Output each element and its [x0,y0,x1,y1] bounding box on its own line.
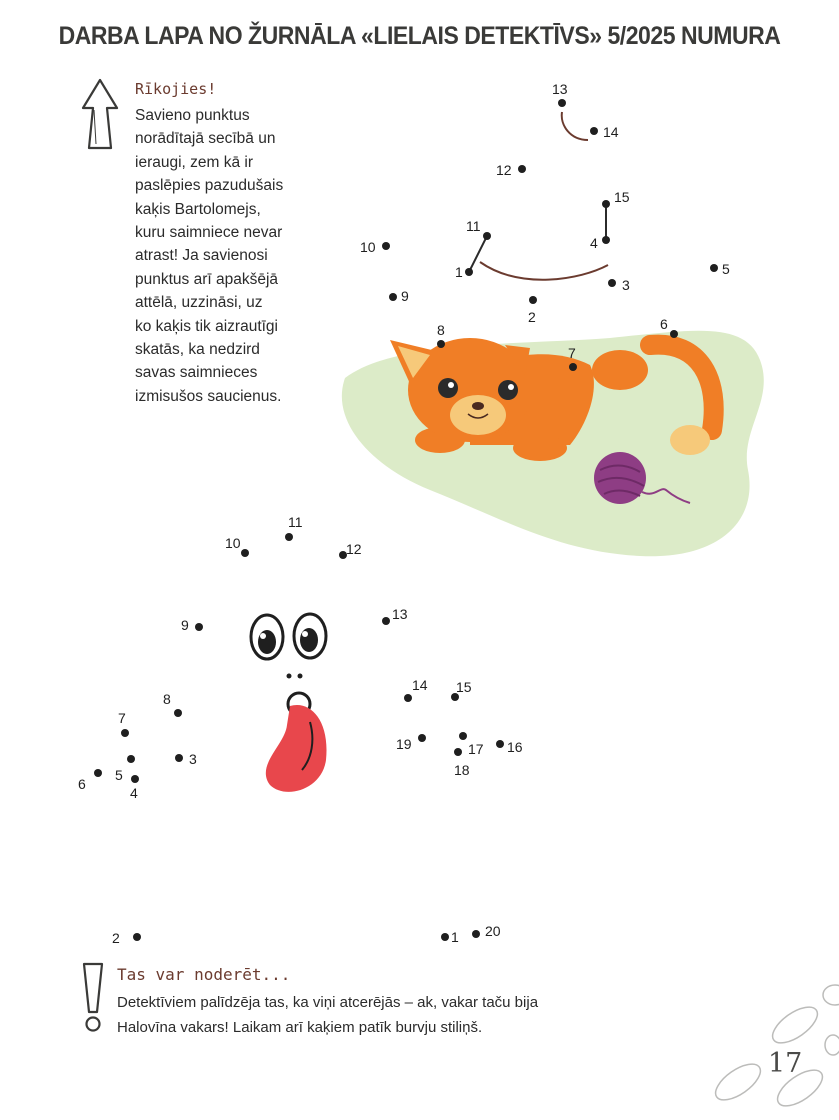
puzzle1-connector-1-11 [469,236,487,272]
puzzle2-dot-13[interactable] [382,617,390,625]
task-line: ieraugi, zem kā ir [135,153,254,171]
task-line: kuru saimniece nevar [135,224,283,242]
puzzle1-label-6: 6 [660,316,668,332]
puzzle1-label-13: 13 [552,81,568,97]
puzzle2-label-11: 11 [288,514,303,530]
task-line: attēlā, uzzināsi, uz [135,294,263,312]
page-title: DARBA LAPA NO ŽURNĀLA «LIELAIS DETEKTĪVS» 5/2025 NUMURA [58,22,781,50]
puzzle2-label-2: 2 [112,930,120,946]
puzzle2-dot-14[interactable] [404,694,412,702]
puzzle1-label-4: 4 [590,235,598,251]
puzzle2-label-15: 15 [456,679,472,695]
puzzle1-dot-11[interactable] [483,232,491,240]
puzzle2-label-1: 1 [451,929,459,945]
puzzle2-dot-17[interactable] [459,732,467,740]
puzzle1-dots [360,81,730,371]
puzzle2-label-4: 4 [130,785,138,801]
cat-back-paw [592,350,648,390]
puzzle2-dot-8[interactable] [174,709,182,717]
puzzle1-label-10: 10 [360,239,376,255]
puzzle2-dot-2[interactable] [133,933,141,941]
task-line: ko kaķis tik aizrautīgi [135,317,278,335]
puzzle2-label-9: 9 [181,617,189,633]
puzzle1-label-11: 11 [466,218,481,234]
task-line: norādītajā secībā un [135,130,276,148]
puzzle2-label-18: 18 [454,762,470,778]
puzzle1-label-1: 1 [455,264,463,280]
puzzle1-dot-1[interactable] [465,268,473,276]
puzzle1-label-2: 2 [528,309,536,325]
puzzle2-label-8: 8 [163,691,171,707]
puzzle2-face [251,614,327,792]
cat-muzzle [450,395,506,435]
puzzle1-dot-15[interactable] [602,200,610,208]
puzzle2-dot-7[interactable] [121,729,129,737]
puzzle1-label-8: 8 [437,322,445,338]
puzzle2-label-14: 14 [412,677,428,693]
exclamation-icon [80,962,106,1034]
puzzle1-label-7: 7 [568,345,576,361]
puzzle1-dot-8[interactable] [437,340,445,348]
puzzle2-dot-6[interactable] [94,769,102,777]
puzzle1-dot-10[interactable] [382,242,390,250]
task-line: paslēpies pazudušais [135,177,284,195]
face-tongue [266,705,327,792]
puzzle1-dot-5[interactable] [710,264,718,272]
puzzle2-label-20: 20 [485,923,501,939]
task-line: atrast! Ja savienosi [135,247,268,265]
puzzle1-connector-curve [480,262,608,280]
task-line: punktus arī apakšējā [135,270,279,288]
puzzle1-dot-13[interactable] [558,99,566,107]
cat-eye-left [438,378,458,398]
task-line: skatās, ka nedzird [135,341,260,359]
puzzle2-dot-18[interactable] [454,748,462,756]
puzzle2-dot-20[interactable] [472,930,480,938]
hint-line: Halovīna vakars! Laikam arī kaķiem patīk burvju stiliņš. [117,1019,483,1036]
puzzle1-dot-6[interactable] [670,330,678,338]
puzzle1-dot-4[interactable] [602,236,610,244]
task-line: izmisušos saucienus. [135,387,282,405]
puzzle2-dot-19[interactable] [418,734,426,742]
puzzle1-dot-7[interactable] [569,363,577,371]
cat-eye-right [498,380,518,400]
task-heading: Rīkojies! [135,80,217,98]
hint-text [117,990,587,1040]
puzzle2-label-6: 6 [78,776,86,792]
puzzle1-dot-12[interactable] [518,165,526,173]
cat-nose [472,402,484,410]
puzzle1-label-5: 5 [722,261,730,277]
puzzle1-label-12: 12 [496,162,512,178]
puzzle2-label-16: 16 [507,739,523,755]
puzzle2-label-3: 3 [189,751,197,767]
cat-front-paw-right [513,435,567,461]
puzzle1-label-14: 14 [603,124,619,140]
puzzle1-dot-9[interactable] [389,293,397,301]
puzzle2-label-7: 7 [118,710,126,726]
face-nostril-right [298,674,303,679]
puzzle1-dot-2[interactable] [529,296,537,304]
puzzle2-dot-10[interactable] [241,549,249,557]
puzzle2-label-13: 13 [392,606,408,622]
puzzle1-label-3: 3 [622,277,630,293]
puzzle2-label-17: 17 [468,741,484,757]
puzzle2-dot-4[interactable] [131,775,139,783]
hint-heading: Tas var noderēt... [117,965,291,984]
puzzle1-dot-3[interactable] [608,279,616,287]
puzzle2-dot-11[interactable] [285,533,293,541]
puzzle1-label-9: 9 [401,288,409,304]
hint-line: Detektīviem palīdzēja tas, ka viņi atcerējās – ak, vakar taču bija [117,994,539,1011]
puzzle1-dot-14[interactable] [590,127,598,135]
puzzle2-dot-9[interactable] [195,623,203,631]
puzzle2-dot-1[interactable] [441,933,449,941]
task-line: savas saimnieces [135,364,258,382]
cat-tail-tip [670,425,710,455]
puzzle2-label-5: 5 [115,767,123,783]
face-nostril-left [287,674,292,679]
puzzle1-connector-13-14 [562,112,588,140]
task-line: Savieno punktus [135,107,250,124]
puzzle2-label-12: 12 [346,541,362,557]
task-line: kaķis Bartolomejs, [135,200,261,218]
page-number: 17 [768,1048,803,1079]
puzzle2-label-10: 10 [225,535,241,551]
puzzle2-dot-5[interactable] [127,755,135,763]
puzzle2-dot-16[interactable] [496,740,504,748]
puzzle1-label-15: 15 [614,189,630,205]
puzzle2-dot-3[interactable] [175,754,183,762]
puzzle2-label-19: 19 [396,736,412,752]
